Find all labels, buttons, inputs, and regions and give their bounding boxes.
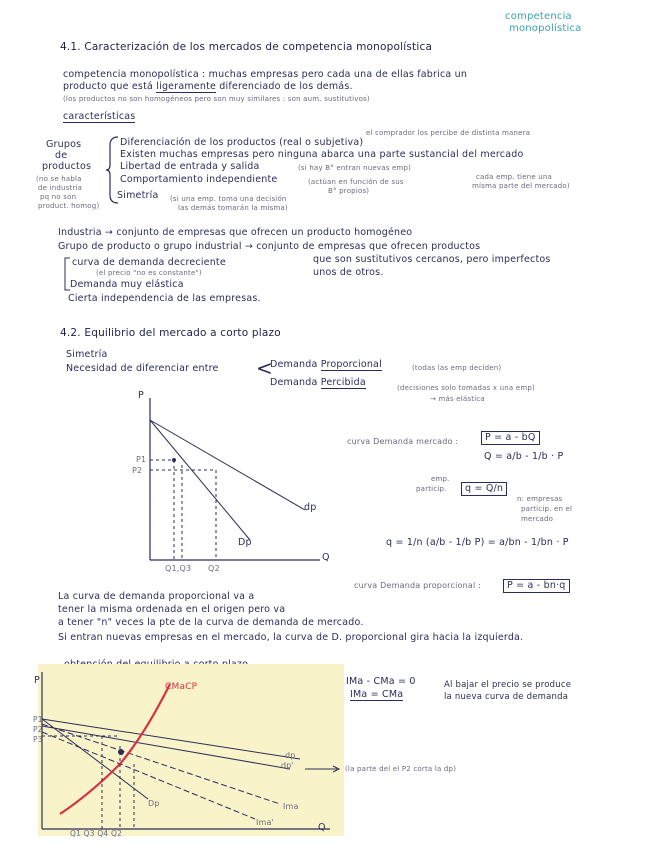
- explanation-line2: tener la misma ordenada en el origen pero va: [58, 604, 286, 615]
- demanda-percibida-note2: → más elástica: [430, 395, 485, 403]
- less-than-bracket: <: [256, 356, 273, 380]
- graph2-q-label: Q: [318, 822, 326, 833]
- arrow-note: (la parte del el P2 corta la dp): [345, 765, 457, 773]
- graph2-cmacp-label: CMaCP: [165, 682, 198, 692]
- item-simetria: Simetría: [117, 190, 159, 201]
- graph1-p-label: P: [138, 390, 144, 401]
- grupos-note-3: pq no son: [40, 193, 77, 201]
- grupos-label-3: productos: [42, 161, 92, 172]
- al-bajar-line2: la nueva curva de demanda: [444, 692, 569, 702]
- condition-1: IMa - CMa = 0: [346, 676, 416, 687]
- graph2-p3-label: P3: [33, 735, 43, 744]
- item-muchas-empresas: Existen muchas empresas pero ninguna abarca una parte sustancial del mercado: [120, 149, 524, 160]
- graph2-q-axis-labels: Q1 Q3 Q4 Q2: [70, 829, 123, 838]
- particip-label: particip.: [416, 485, 447, 493]
- grupo-definition-2: que son sustitutivos cercanos, pero imperfectos: [313, 254, 551, 265]
- demanda-percibida: Demanda Percibida: [270, 377, 366, 388]
- q-formula: Q = a/b - 1/b · P: [484, 451, 564, 462]
- grupo-definition-3: unos de otros.: [313, 267, 384, 278]
- graph1-p2-label: P2: [132, 466, 143, 475]
- section-41-title: 4.1. Caracterización de los mercados de competencia monopolística: [60, 41, 433, 53]
- list-item-demanda: Demanda muy elástica: [70, 279, 184, 290]
- graph1-q-label: Q: [322, 552, 330, 563]
- graph-demand-curves: [130, 390, 330, 580]
- corner-tag-line1: competencia: [505, 11, 572, 22]
- graph1-Dp-line: [150, 420, 250, 540]
- graph2-dp2-label: dp': [281, 761, 294, 770]
- simetria-label: Simetría: [66, 349, 108, 360]
- grupos-label-2: de: [55, 150, 68, 161]
- section-42-title: 4.2. Equilibrio del mercado a corto plazo: [60, 327, 281, 339]
- item4-side1: cada emp. tiene una: [476, 173, 553, 181]
- demanda-percibida-note: (decisiones solo tomadas x una emp): [397, 384, 535, 392]
- curva-mercado-formula: P = a - bQ: [481, 431, 540, 445]
- grupo-definition: Grupo de producto o grupo industrial → conjunto de empresas que ofrecen productos: [58, 241, 481, 252]
- n-note-2: particip. en el: [521, 505, 573, 513]
- n-note-3: mercado: [521, 515, 554, 523]
- item4-note2: B° propios): [328, 187, 370, 195]
- grupos-label-1: Grupos: [46, 139, 82, 150]
- necesidad-text: Necesidad de diferenciar entre: [66, 363, 219, 374]
- graph2-dp-line: [42, 719, 300, 759]
- graph2-ima2-label: Ima': [256, 818, 275, 827]
- demanda-proporcional-note: (todas las emp deciden): [412, 364, 502, 372]
- item1-note: el comprador los percibe de distinta manera: [366, 129, 531, 137]
- list-item-curva: curva de demanda decreciente: [72, 257, 226, 268]
- curva-prop-label: curva Demanda proporcional :: [354, 581, 482, 590]
- item-comportamiento: Comportamiento independiente: [120, 174, 278, 185]
- industria-definition: Industria → conjunto de empresas que ofrecen un producto homogéneo: [58, 227, 413, 238]
- explanation-line1: La curva de demanda proporcional va a: [58, 591, 255, 602]
- grupos-note-4: product. homog): [38, 202, 100, 210]
- definition-line1: competencia monopolística : muchas empresas pero cada una de ellas fabrica un: [63, 69, 468, 80]
- demanda-proporcional: Demanda Proporcional: [270, 359, 382, 370]
- graph2-Dp-label: Dp: [148, 799, 160, 808]
- graph2-ima-line: [42, 724, 280, 804]
- graph1-q13-label: Q1,Q3: [165, 564, 192, 573]
- al-bajar-line1: Al bajar el precio se produce: [444, 680, 572, 690]
- item-libertad: Libertad de entrada y salida: [120, 161, 260, 172]
- graph2-ima-label: Ima: [283, 802, 299, 811]
- condition-2: IMa = CMa: [350, 689, 404, 700]
- graph2-p2-label: P2: [33, 725, 43, 734]
- definition-line3: (los productos no son homogéneos pero son muy similares : son aum. sustitutivos): [63, 95, 370, 103]
- graph1-p1-label: P1: [136, 455, 147, 464]
- list-item-curva-note: (el precio "no es constante"): [96, 269, 202, 277]
- graph1-dp-line: [150, 420, 305, 510]
- corner-tag-line2: monopolística: [509, 23, 582, 34]
- grupos-note-2: de industria: [38, 184, 83, 192]
- definition-line2: producto que está ligeramente diferenciado de los demás.: [63, 81, 353, 92]
- item4-side2: mísma parte del mercado): [472, 182, 570, 190]
- curva-mercado-label: curva Demanda mercado :: [347, 437, 459, 446]
- item4-note1: (actúan en función de sus: [308, 178, 404, 186]
- curva-prop-formula: P = a - bn·q: [503, 579, 570, 593]
- list-item-independencia: Cierta independencia de las empresas.: [68, 293, 261, 304]
- explanation-line4: Si entran nuevas empresas en el mercado, la curva de D. proporcional gira hacia la izquierda.: [58, 632, 524, 643]
- graph2-p-label: P: [34, 675, 40, 686]
- graph1-Dp-label: Dp: [238, 537, 252, 548]
- emp-label: emp.: [431, 475, 450, 483]
- graph1-equilibrium-point: [172, 458, 176, 462]
- grupos-note-1: (no se habla: [36, 175, 82, 183]
- q-big-formula: q = 1/n (a/b - 1/b P) = a/bn - 1/bn · P: [386, 537, 569, 548]
- item3-note: (si hay B° entran nuevas emp): [298, 164, 412, 172]
- n-note-1: n: empresas: [517, 495, 563, 503]
- graph2-equilibrium-point: [118, 749, 124, 755]
- q-small-formula: q = Q/n: [461, 482, 507, 496]
- graph1-dp-label: dp: [304, 502, 317, 513]
- explanation-line3: a tener "n" veces la pte de la curva de demanda de mercado.: [58, 617, 364, 628]
- item-diferenciacion: Diferenciación de los productos (real o subjetiva): [120, 137, 364, 148]
- item5-note2: las demás tomarán la misma): [178, 204, 288, 212]
- graph2-p1-label: P1: [33, 715, 43, 724]
- graph2-dp-label: dp: [285, 751, 296, 760]
- graph1-q2-label: Q2: [208, 564, 220, 573]
- caracteristicas-label: características: [63, 111, 136, 122]
- arrow-right-icon: [303, 764, 343, 774]
- item5-note1: (si una emp. toma una decisión: [170, 195, 287, 203]
